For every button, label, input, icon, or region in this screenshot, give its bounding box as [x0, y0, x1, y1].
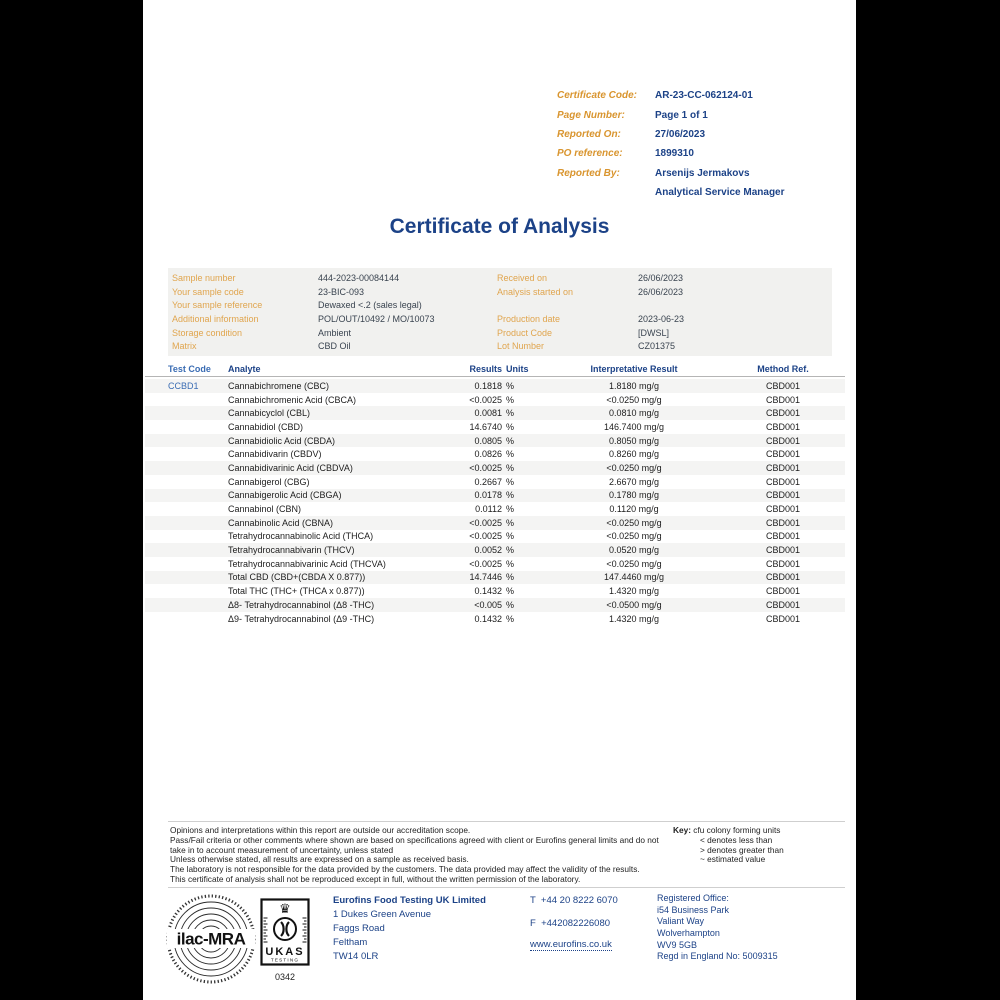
table-row — [145, 489, 845, 503]
cell-unit: % — [506, 408, 515, 419]
cell-analyte: Cannabidivarin (CBDV) — [228, 449, 322, 460]
sample-field-label: Lot Number — [497, 341, 545, 352]
sample-field-row — [172, 326, 435, 340]
table-row — [145, 502, 845, 516]
sample-field-value: 444-2023-00084144 — [318, 272, 400, 283]
cell-unit: % — [506, 558, 515, 569]
cell-result: 0.1818 — [474, 380, 502, 391]
cell-unit: % — [506, 517, 515, 528]
sample-field-row — [497, 298, 684, 312]
sample-field-value: Ambient — [318, 327, 352, 338]
ukas-label: UKAS — [265, 946, 305, 958]
cell-interpretative-result: 0.8050 mg/g — [608, 435, 660, 446]
key-item: > denotes greater than — [700, 844, 784, 855]
page-title: Certificate of Analysis — [389, 215, 610, 238]
cell-analyte: Total THC (THC+ (THCA x 0.877)) — [228, 586, 365, 597]
cell-result: 0.0052 — [474, 545, 502, 556]
fax-number: F +442082226080 — [530, 918, 611, 929]
cell-unit: % — [506, 380, 515, 391]
cell-interpretative-result: 1.8180 mg/g — [608, 380, 660, 391]
sample-field-value: 2023-06-23 — [638, 313, 685, 324]
sample-field-row — [172, 298, 435, 312]
disclaimer-line: This certificate of analysis shall not be reproduced except in full, without the written permission of the laboratory. — [170, 873, 581, 884]
cell-result: 0.1432 — [474, 613, 502, 624]
cell-method-ref: CBD001 — [765, 531, 801, 542]
cell-analyte: Cannabidiolic Acid (CBDA) — [228, 435, 336, 446]
cell-unit: % — [506, 449, 515, 460]
cell-method-ref: CBD001 — [765, 490, 801, 501]
registered-office-line: Valiant Way — [657, 916, 705, 927]
company-address-line: Faggs Road — [333, 923, 385, 934]
key-label: Key: — [673, 825, 691, 835]
sample-field-label: Your sample code — [172, 286, 244, 297]
sample-field-row — [172, 285, 435, 299]
ilac-mra-label: ilac-MRA — [176, 929, 246, 949]
ukas-sub-label: TESTING — [270, 957, 300, 963]
header-field-value: Analytical Service Manager — [655, 187, 785, 199]
sample-field-value: 26/06/2023 — [638, 286, 684, 297]
certificate-page — [143, 0, 856, 1000]
header-field-value: Page 1 of 1 — [655, 109, 708, 121]
key-first-value: cfu colony forming units — [693, 825, 781, 835]
ukas-arrows-icon — [281, 922, 289, 936]
sample-field-value: 26/06/2023 — [638, 272, 684, 283]
sample-field-row — [497, 285, 684, 299]
cell-unit: % — [506, 531, 515, 542]
table-row — [145, 393, 845, 407]
col-header-test-code: Test Code — [168, 363, 211, 374]
ilac-mra-logo — [165, 893, 257, 985]
sample-field-label: Received on — [497, 272, 548, 283]
cell-unit: % — [506, 476, 515, 487]
website-link[interactable]: www.eurofins.co.uk — [530, 939, 612, 950]
cell-analyte: Total CBD (CBD+(CBDA X 0.877)) — [228, 572, 366, 583]
header-field-row — [557, 144, 785, 163]
sample-field-label: Product Code — [497, 327, 553, 338]
header-field-row — [557, 183, 785, 202]
key-first-line — [673, 825, 784, 835]
table-row — [145, 406, 845, 420]
cell-analyte: Tetrahydrocannabivarinic Acid (THCVA) — [228, 558, 386, 569]
cell-analyte: Δ8- Tetrahydrocannabinol (Δ8 -THC) — [228, 599, 375, 610]
cell-method-ref: CBD001 — [765, 408, 801, 419]
cell-method-ref: CBD001 — [765, 586, 801, 597]
cell-method-ref: CBD001 — [765, 380, 801, 391]
cell-result: 0.2667 — [474, 476, 502, 487]
table-row — [145, 420, 845, 434]
ukas-logo — [260, 898, 310, 968]
divider-bottom — [168, 887, 845, 888]
cell-analyte: Cannabinolic Acid (CBNA) — [228, 517, 334, 528]
sample-field-row — [497, 312, 684, 326]
table-row — [145, 530, 845, 544]
cell-analyte: Tetrahydrocannabinolic Acid (THCA) — [228, 531, 374, 542]
cell-interpretative-result: <0.0250 mg/g — [606, 558, 662, 569]
cell-interpretative-result: 0.0810 mg/g — [608, 408, 660, 419]
cell-result: 0.0081 — [474, 408, 502, 419]
cell-unit: % — [506, 421, 515, 432]
cell-interpretative-result: 146.7400 mg/g — [603, 421, 665, 432]
cell-unit: % — [506, 586, 515, 597]
sample-field-row — [497, 339, 684, 353]
registered-office-block — [657, 893, 778, 963]
cell-method-ref: CBD001 — [765, 599, 801, 610]
table-row — [145, 557, 845, 571]
cell-analyte: Cannabichromene (CBC) — [228, 380, 330, 391]
table-row — [145, 584, 845, 598]
registered-office-line: Regd in England No: 5009315 — [657, 951, 778, 962]
cell-result: <0.0025 — [469, 394, 502, 405]
table-row — [145, 447, 845, 461]
disclaimer-line: Pass/Fail criteria or other comments where shown are based on specifications agreed with client or Eurofins general limits and do not — [170, 834, 659, 845]
cell-method-ref: CBD001 — [765, 572, 801, 583]
cell-analyte: Cannabicyclol (CBL) — [228, 408, 311, 419]
table-row — [145, 543, 845, 557]
header-field-value: 1899310 — [655, 148, 694, 160]
cell-method-ref: CBD001 — [765, 476, 801, 487]
cell-result: 0.0826 — [474, 449, 502, 460]
cell-result: 0.1432 — [474, 586, 502, 597]
company-block — [333, 895, 486, 965]
disclaimer-line: take in to account measurement of uncertainty, unless stated — [170, 844, 394, 855]
sample-field-row — [172, 312, 435, 326]
disclaimer-line: Unless otherwise stated, all results are expressed on a sample as received basis. — [170, 854, 469, 865]
col-header-method-ref: Method Ref. — [757, 363, 809, 374]
col-header-results: Results — [469, 363, 502, 374]
cell-result: 0.0112 — [475, 504, 502, 515]
sample-field-label: Your sample reference — [172, 300, 263, 311]
sample-field-row — [172, 339, 435, 353]
cell-interpretative-result: 0.8260 mg/g — [608, 449, 660, 460]
cell-result: 0.0178 — [474, 490, 502, 501]
sample-field-row — [497, 326, 684, 340]
crown-icon: ♛ — [279, 901, 291, 916]
cell-interpretative-result: 147.4460 mg/g — [603, 572, 665, 583]
ukas-accreditation-number: 0342 — [274, 972, 296, 982]
cell-method-ref: CBD001 — [765, 545, 801, 556]
cell-interpretative-result: <0.0250 mg/g — [606, 394, 662, 405]
cell-analyte: Cannabigerol (CBG) — [228, 476, 310, 487]
cell-unit: % — [506, 394, 515, 405]
sample-field-value: POL/OUT/10492 / MO/10073 — [318, 313, 435, 324]
cell-result: <0.0025 — [469, 517, 502, 528]
sample-field-row — [172, 271, 435, 285]
registered-office-line: i54 Business Park — [657, 904, 730, 915]
disclaimer-line: The laboratory is not responsible for the data provided by the customers. The data provided may affect the validity of the results. — [170, 864, 640, 875]
header-field-row — [557, 105, 785, 124]
header-field-row — [557, 125, 785, 144]
sample-field-value: 23-BIC-093 — [318, 286, 365, 297]
cell-unit: % — [506, 504, 515, 515]
cell-unit: % — [506, 572, 515, 583]
cell-result: 14.7446 — [469, 572, 502, 583]
header-field-label: Page Number: — [557, 109, 625, 121]
cell-unit: % — [506, 613, 515, 624]
registered-office-line: Registered Office: — [657, 893, 729, 903]
cell-interpretative-result: 1.4320 mg/g — [608, 613, 660, 624]
cell-analyte: Δ9- Tetrahydrocannabinol (Δ9 -THC) — [228, 613, 375, 624]
company-address-line: TW14 0LR — [333, 951, 379, 962]
table-row — [145, 516, 845, 530]
cell-analyte: Cannabidivarinic Acid (CBDVA) — [228, 462, 353, 473]
cell-unit: % — [506, 490, 515, 501]
cell-result: <0.0025 — [469, 558, 502, 569]
header-field-value: Arsenijs Jermakovs — [655, 167, 750, 179]
table-row — [145, 612, 845, 626]
cell-test-code: CCBD1 — [168, 380, 199, 391]
sample-field-label: Analysis started on — [497, 286, 574, 297]
cell-result: 0.0805 — [474, 435, 502, 446]
disclaimer-block — [170, 825, 659, 884]
results-table-body — [145, 379, 845, 625]
phone-number: T +44 20 8222 6070 — [530, 895, 618, 906]
sample-field-label: Matrix — [172, 341, 197, 352]
sample-field-label: Sample number — [172, 272, 236, 283]
header-field-label: Certificate Code: — [557, 90, 638, 102]
cell-interpretative-result: 0.1780 mg/g — [608, 490, 660, 501]
col-header-interpretative-result: Interpretative Result — [590, 363, 678, 374]
sample-field-row — [497, 271, 684, 285]
sample-field-value: CZ01375 — [638, 341, 676, 352]
divider-top — [168, 821, 845, 822]
disclaimer-line: Opinions and interpretations within this report are outside our accreditation scope. — [170, 825, 471, 835]
cell-method-ref: CBD001 — [765, 504, 801, 515]
company-address-line: 1 Dukes Green Avenue — [333, 909, 432, 920]
certificate-header-block — [557, 86, 785, 202]
sample-field-value: CBD Oil — [318, 341, 351, 352]
cell-analyte: Tetrahydrocannabivarin (THCV) — [228, 545, 355, 556]
sample-info-right — [497, 271, 684, 353]
header-field-label: Reported By: — [557, 167, 620, 179]
key-item: ~ estimated value — [700, 854, 766, 865]
table-row — [145, 475, 845, 489]
cell-interpretative-result: 1.4320 mg/g — [608, 586, 660, 597]
sample-field-value: [DWSL] — [638, 327, 670, 338]
cell-result: <0.0025 — [469, 531, 502, 542]
cell-method-ref: CBD001 — [765, 462, 801, 473]
col-header-analyte: Analyte — [228, 363, 261, 374]
registered-office-line: WV9 5GB — [657, 939, 698, 950]
registered-office-line: Wolverhampton — [657, 928, 720, 939]
cell-interpretative-result: 0.1120 mg/g — [609, 504, 659, 515]
results-table-header — [145, 361, 845, 377]
cell-interpretative-result: <0.0500 mg/g — [606, 599, 662, 610]
cell-interpretative-result: 2.6670 mg/g — [608, 476, 660, 487]
cell-interpretative-result: <0.0250 mg/g — [606, 531, 662, 542]
cell-unit: % — [506, 462, 515, 473]
key-item: < denotes less than — [700, 834, 773, 845]
sample-field-label: Additional information — [172, 313, 259, 324]
table-row — [145, 461, 845, 475]
header-field-value: 27/06/2023 — [655, 128, 706, 140]
header-field-value: AR-23-CC-062124-01 — [655, 90, 753, 102]
table-row — [145, 379, 845, 393]
sample-info-left — [172, 271, 435, 353]
cell-method-ref: CBD001 — [765, 394, 801, 405]
cell-method-ref: CBD001 — [765, 613, 801, 624]
key-block — [673, 825, 784, 864]
company-name: Eurofins Food Testing UK Limited — [333, 895, 486, 906]
cell-result: <0.0025 — [469, 462, 502, 473]
cell-unit: % — [506, 545, 515, 556]
header-field-row — [557, 86, 785, 105]
header-field-label: PO reference: — [557, 148, 623, 160]
cell-method-ref: CBD001 — [765, 421, 801, 432]
header-field-label: Reported On: — [557, 128, 621, 140]
cell-analyte: Cannabigerolic Acid (CBGA) — [228, 490, 342, 501]
cell-analyte: Cannabinol (CBN) — [228, 504, 302, 515]
cell-result: <0.005 — [474, 599, 502, 610]
company-address-line: Feltham — [333, 937, 368, 948]
cell-method-ref: CBD001 — [765, 558, 801, 569]
cell-interpretative-result: <0.0250 mg/g — [606, 462, 662, 473]
cell-method-ref: CBD001 — [765, 449, 801, 460]
cell-result: 14.6740 — [469, 421, 502, 432]
cell-interpretative-result: <0.0250 mg/g — [606, 517, 662, 528]
cell-method-ref: CBD001 — [765, 435, 801, 446]
col-header-units: Units — [506, 363, 529, 374]
cell-unit: % — [506, 599, 515, 610]
ukas-ruler-ticks — [264, 918, 307, 942]
cell-unit: % — [506, 435, 515, 446]
cell-method-ref: CBD001 — [765, 517, 801, 528]
table-row — [145, 434, 845, 448]
table-row — [145, 598, 845, 612]
cell-interpretative-result: 0.0520 mg/g — [608, 545, 660, 556]
sample-field-value: Dewaxed <.2 (sales legal) — [318, 300, 422, 311]
header-field-row — [557, 164, 785, 183]
sample-field-label: Storage condition — [172, 327, 243, 338]
sample-field-label: Production date — [497, 313, 561, 324]
table-row — [145, 571, 845, 585]
cell-analyte: Cannabidiol (CBD) — [228, 421, 304, 432]
cell-analyte: Cannabichromenic Acid (CBCA) — [228, 394, 357, 405]
